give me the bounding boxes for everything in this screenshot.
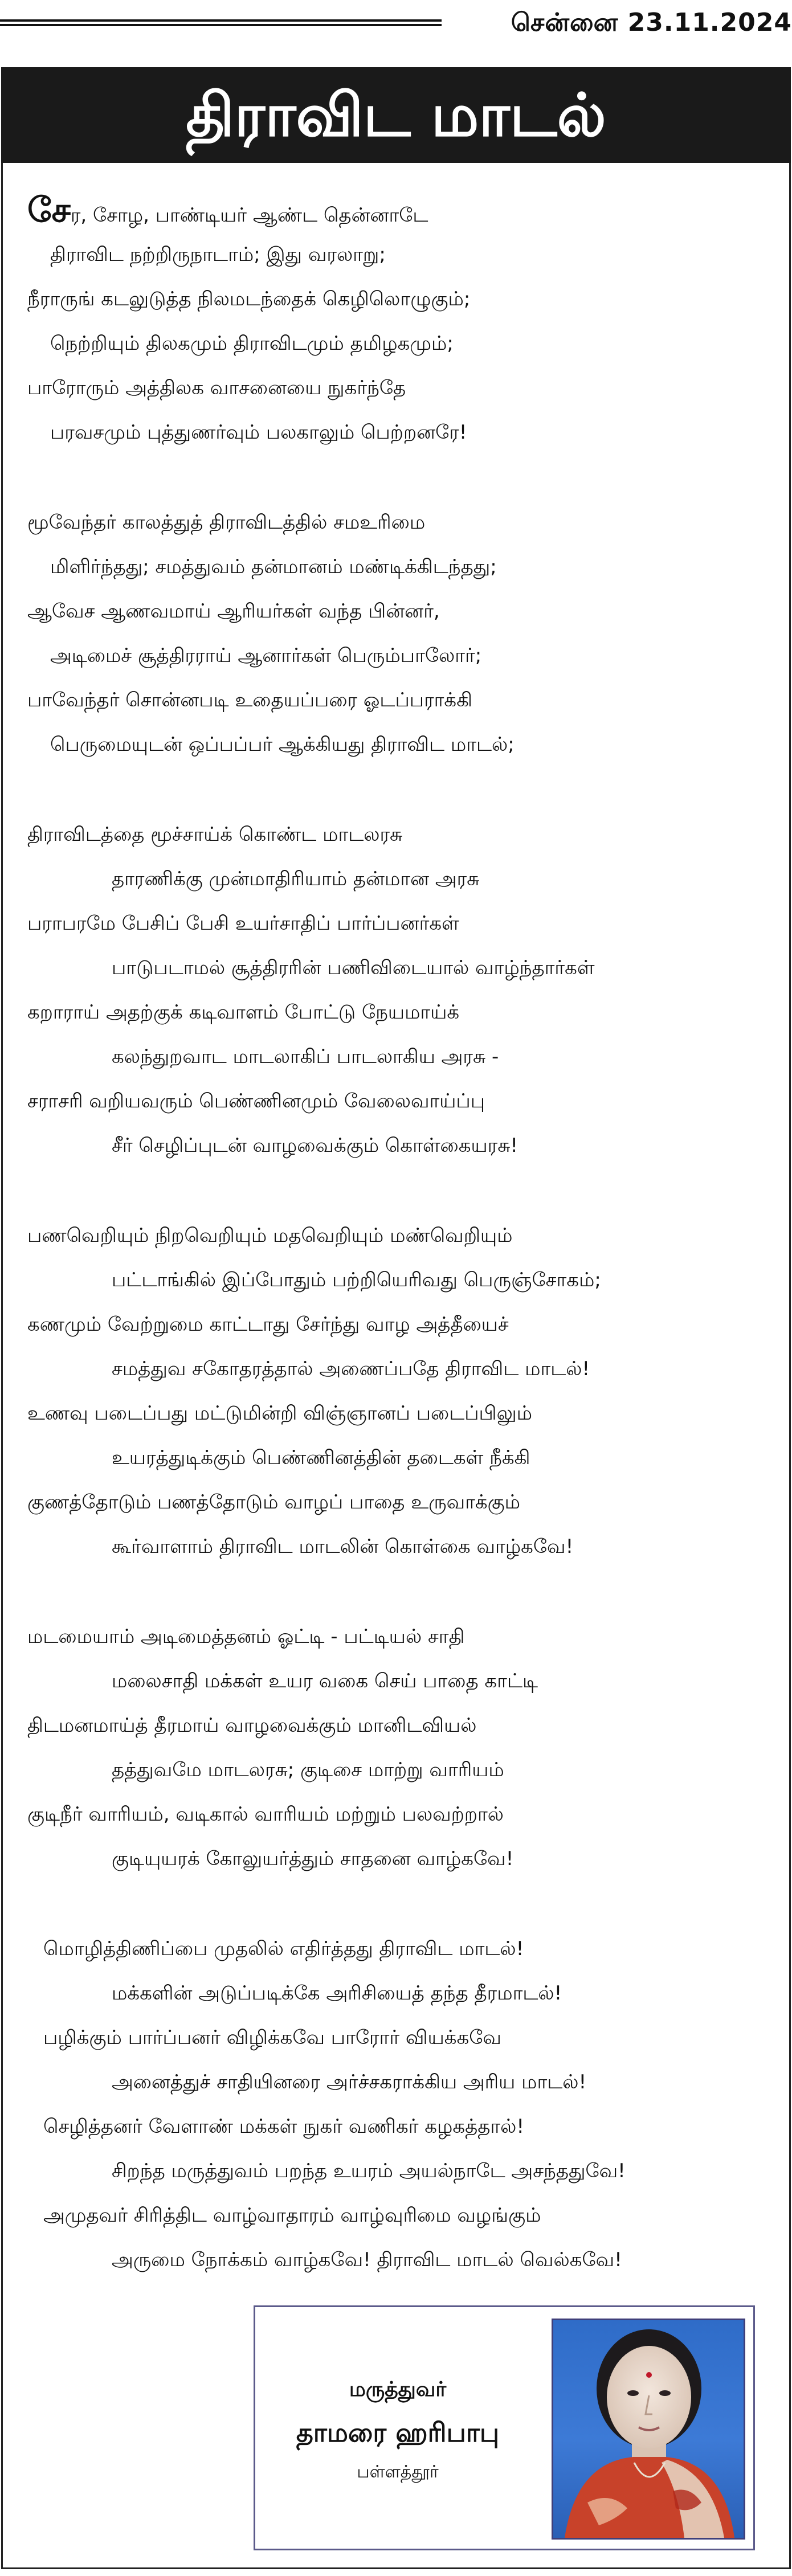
poem-line: ஆவேச ஆணவமாய் ஆரியர்கள் வந்த பின்னர், <box>27 600 440 623</box>
poem-line: சிறந்த மருத்துவம் பறந்த உயரம் அயல்நாடே அசந்ததுவே! <box>112 2160 626 2182</box>
poem-line: சீர் செழிப்புடன் வாழவைக்கும் கொள்கையரசு! <box>112 1134 519 1157</box>
poem-line: பெருமையுடன் ஒப்பப்பர் ஆக்கியது திராவிட மாடல்; <box>50 733 515 756</box>
poem-line: குடிநீர் வாரியம், வடிகால் வாரியம் மற்றும் பலவற்றால் <box>27 1803 504 1826</box>
poem-line: பாவேந்தர் சொன்னபடி உதையப்பரை ஓடப்பராக்கி <box>27 689 473 712</box>
poem-line: பாரோரும் அத்திலக வாசனையை நுகர்ந்தே <box>27 377 406 399</box>
poem-line: மொழித்திணிப்பை முதலில் எதிர்த்தது திராவிட மாடல்! <box>43 1937 524 1960</box>
poem-line: பரவசமும் புத்துணர்வும் பலகாலும் பெற்றனரே! <box>50 421 467 444</box>
poem-line: அருமை நோக்கம் வாழ்கவே! திராவிட மாடல் வெல்கவே! <box>112 2248 622 2271</box>
poem-line: திடமனமாய்த் தீரமாய் வாழவைக்கும் மானிடவியல் <box>27 1714 477 1737</box>
poem-line: குடியுயரக் கோலுயர்த்தும் சாதனை வாழ்கவே! <box>112 1847 514 1870</box>
author-name: தாமரை ஹரிபாபு <box>296 2417 500 2448</box>
poem-line: மலைசாதி மக்கள் உயர வகை செய் பாதை காட்டி <box>112 1670 538 1692</box>
poem-line: கலந்துறவாட மாடலாகிப் பாடலாகிய அரசு - <box>112 1045 499 1068</box>
poem-line: பழிக்கும் பார்ப்பனர் விழிக்கவே பாரோர் வியக்கவே <box>43 2026 501 2049</box>
poem-line: உணவு படைப்பது மட்டுமின்றி விஞ்ஞானப் படைப்பிலும் <box>27 1402 532 1425</box>
poem-line: திராவிடத்தை மூச்சாய்க் கொண்ட மாடலரசு <box>27 823 403 846</box>
poem-line: சராசரி வறியவரும் பெண்ணினமும் வேலைவாய்ப்பு <box>27 1090 485 1113</box>
poem-line: மடமையாம் அடிமைத்தனம் ஓட்டி - பட்டியல் சாதி <box>27 1625 465 1648</box>
poem-line: நெற்றியும் திலகமும் திராவிடமும் தமிழகமும்; <box>50 332 454 355</box>
poem-body <box>27 188 779 2282</box>
poem-line: அனைத்துச் சாதியினரை அர்ச்சகராக்கிய அரிய மாடல்! <box>112 2071 587 2093</box>
poem-line: குணத்தோடும் பணத்தோடும் வாழப் பாதை உருவாக்கும் <box>27 1491 521 1514</box>
signature-box <box>254 2305 755 2550</box>
poem-line: பணவெறியும் நிறவெறியும் மதவெறியும் மண்வெறியும் <box>27 1224 513 1247</box>
title-banner <box>1 67 791 163</box>
poem-line-text: ர, சோழ, பாண்டியர் ஆண்ட தென்னாடே <box>70 204 428 227</box>
poem-line: அமுதவர் சிரித்திட வாழ்வாதாரம் வாழ்வுரிமை வழங்கும் <box>43 2204 541 2227</box>
drop-cap: சே <box>27 190 71 230</box>
author-place: பள்ளத்தூர் <box>357 2462 439 2482</box>
poem-line: செழித்தனர் வேளாண் மக்கள் நுகர் வணிகர் கழகத்தால்! <box>43 2115 525 2138</box>
poem-line: பாடுபடாமல் சூத்திரரின் பணிவிடையால் வாழ்ந்தார்கள் <box>112 956 595 979</box>
poem-line: கணமும் வேற்றுமை காட்டாது சேர்ந்து வாழ அத்தீயைச் <box>27 1313 509 1336</box>
article-title: திராவிட மாடல் <box>186 80 606 150</box>
dateline-rule <box>0 19 442 26</box>
poem-line: மூவேந்தர் காலத்துத் திராவிடத்தில் சமஉரிமை <box>27 511 426 534</box>
poem-line: மக்களின் அடுப்படிக்கே அரிசியைத் தந்த தீரமாடல்! <box>112 1982 562 2005</box>
poem-line: தாரணிக்கு முன்மாதிரியாம் தன்மான அரசு <box>112 868 480 890</box>
poem-line: திராவிட நற்றிருநாடாம்; இது வரலாறு; <box>50 243 386 266</box>
dateline <box>0 8 792 42</box>
signature-text <box>255 2370 540 2489</box>
poem-line: சமத்துவ சகோதரத்தால் அணைப்பதே திராவிட மாடல்! <box>112 1357 590 1380</box>
poem-line <box>27 188 779 232</box>
poem-line: பட்டாங்கில் இப்போதும் பற்றியெரிவது பெருஞ்சோகம்; <box>112 1269 601 1291</box>
poem-line: நீராருங் கடலுடுத்த நிலமடந்தைக் கெழிலொழுகும்; <box>27 288 471 310</box>
poem-line: பராபரமே பேசிப் பேசி உயர்சாதிப் பார்ப்பனர்கள் <box>27 912 459 935</box>
author-title: மருத்துவர் <box>349 2378 447 2401</box>
poem-line: மிளிர்ந்தது; சமத்துவம் தன்மானம் மண்டிக்கிடந்தது; <box>50 555 497 578</box>
poem-line: கறாராய் அதற்குக் கடிவாளம் போட்டு நேயமாய்க் <box>27 1001 460 1024</box>
poem-line: உயரத்துடிக்கும் பெண்ணினத்தின் தடைகள் நீக்கி <box>112 1446 530 1469</box>
poem-line: அடிமைச் சூத்திரராய் ஆனார்கள் பெரும்பாலோர்; <box>50 644 482 667</box>
portrait-image <box>553 2320 744 2538</box>
poem-line: தத்துவமே மாடலரசு; குடிசை மாற்று வாரியம் <box>112 1759 504 1781</box>
poem-line: கூர்வாளாம் திராவிட மாடலின் கொள்கை வாழ்கவே! <box>112 1535 574 1558</box>
author-photo <box>552 2319 745 2540</box>
place-date: சென்னை 23.11.2024 <box>511 8 792 37</box>
